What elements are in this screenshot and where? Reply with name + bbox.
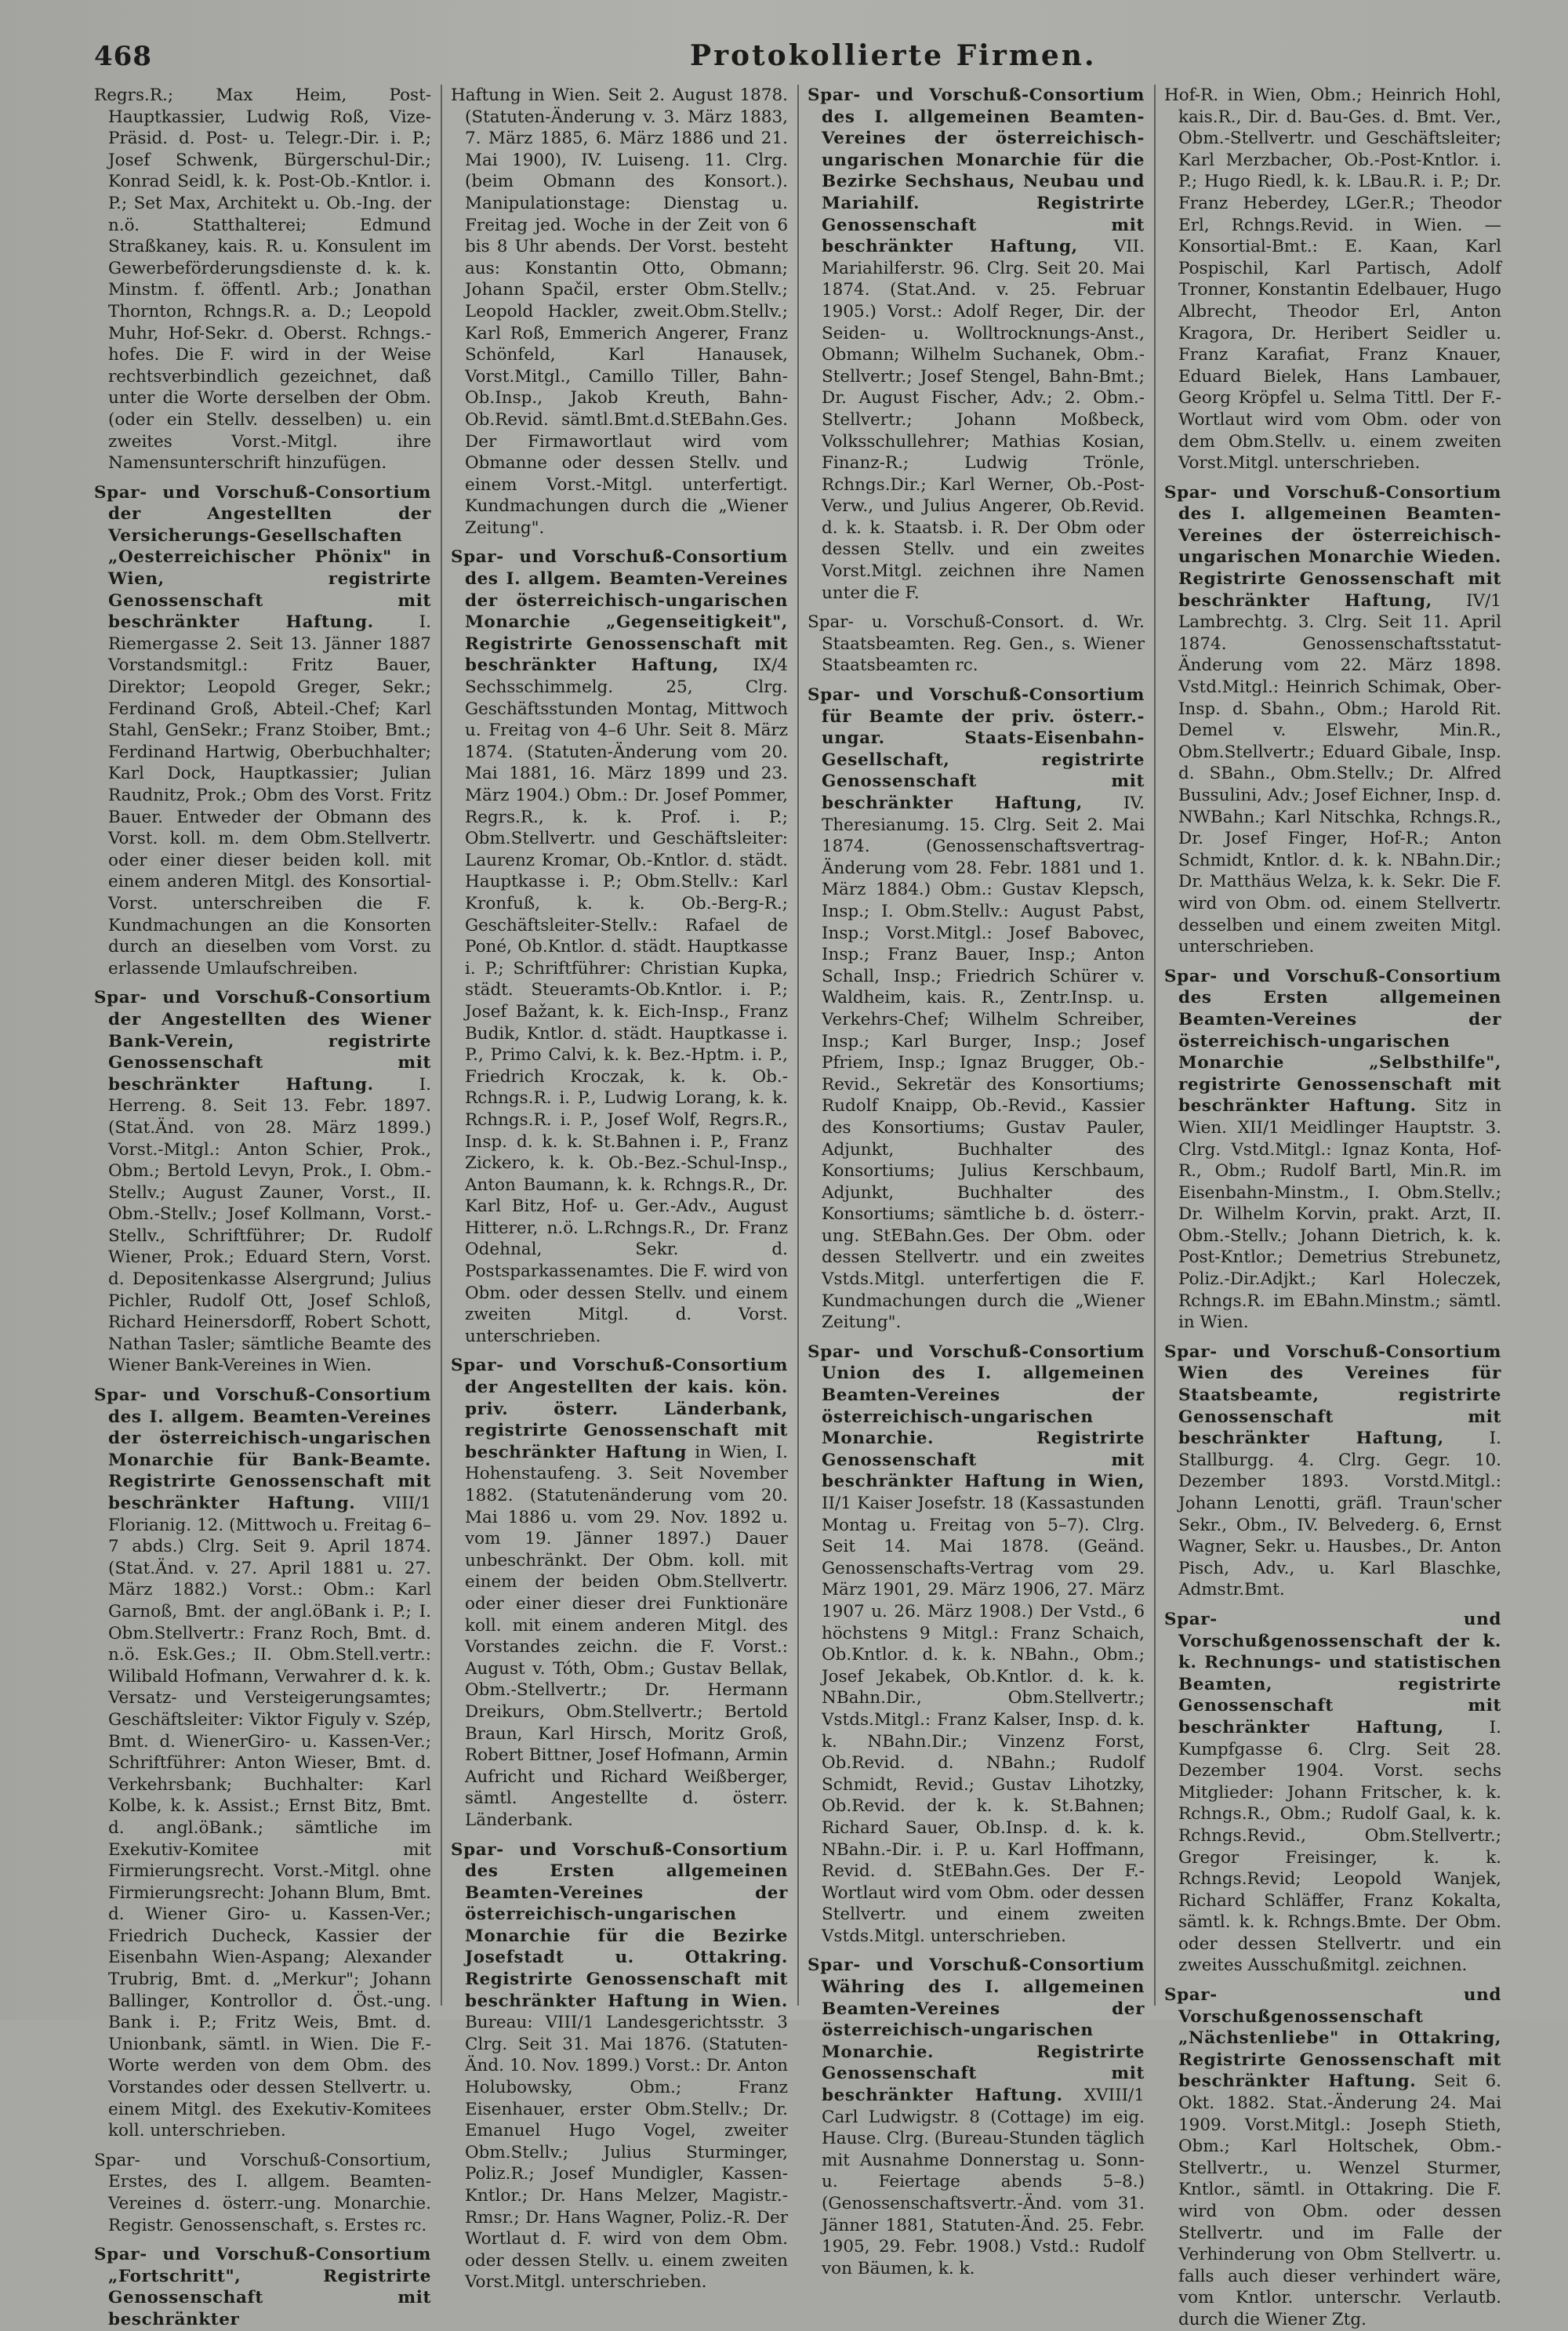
register-entry xyxy=(808,684,1145,1334)
entry-heading: Spar- und Vorschuß-Consortium des Ersten allgemeinen Beamten-Vereines der österreichisch-ungarischen Monarchie für die Bezirke Josefstadt u. Ottakring. Registrirte Genossenschaft mit beschränkter Haftung in Wien. xyxy=(451,1839,788,2011)
column-rule xyxy=(1154,85,1156,2006)
column-4 xyxy=(1164,85,1501,2329)
entry-text: Spar- und Vorschuß-Consortium, Erstes, des I. allgem. Beamten-Vereines d. österr.-ung. Monarchie. Registr. Genossenschaft, s. Erstes rc. xyxy=(94,2150,431,2235)
column-rule xyxy=(441,85,442,2006)
column-rule xyxy=(797,85,799,2006)
register-entry xyxy=(94,85,431,474)
register-entry xyxy=(94,2150,431,2236)
entry-heading: Spar- und Vorschuß-Consortium für Beamte der priv. österr.-ungar. Staats-Eisenbahn-Gesellschaft, registrirte Genossenschaft mit beschränkter Haftung, xyxy=(808,685,1145,813)
entry-heading: Spar- und Vorschußgenossenschaft der k. k. Rechnungs- und statistischen Beamten, registrirte Genossenschaft mit beschränkter Haftung, xyxy=(1164,1609,1501,1737)
entry-text: XVIII/1 Carl Ludwigstr. 8 (Cottage) im eig. Hause. Clrg. (Bureau-Stunden täglich mit Ausnahme Donnerstag u. Sonn- u. Feiertage abends 5–8.) (Genossenschaftsvertr.-Änd. vom 31. Jänner 1881, Statuten-Änd. 25. Febr. 1905, 29. Febr. 1908.) Vstd.: Rudolf von Bäumen, k. k. xyxy=(822,2086,1145,2278)
entry-text: Spar- u. Vorschuß-Consort. d. Wr. Staatsbeamten. Reg. Gen., s. Wiener Staatsbeamten rc. xyxy=(808,612,1145,676)
column-1 xyxy=(94,85,431,2329)
entry-text: VIII/1 Florianig. 12. (Mittwoch u. Freitag 6–7 abds.) Clrg. Seit 9. April 1874. (Stat.Änd. v. 27. April 1881 u. 27. März 1882.) Vorst.: Obm.: Karl Garnoß, Bmt. der angl.öBank i. P.; I. Obm.Stellvertr.: Franz Roch, Bmt. d. n.ö. Esk.Ges.; II. Obm.Stell.vertr.: Wilibald Hofmann, Verwahrer d. k. k. Versatz- und Versteigerungsamtes; Geschäftsleiter: Viktor Figuly v. Szép, Bmt. d. WienerGiro- u. Kassen-Ver.; Schriftführer: Anton Wieser, Bmt. d. Verkehrsbank; Buchhalter: Karl Kolbe, k. k. Assist.; Ernst Bitz, Bmt. d. angl.öBank.; sämtliche im Exekutiv-Komitee mit Firmierungsrecht. Vorst.-Mitgl. ohne Firmierungsrecht: Johann Blum, Bmt. d. Wiener Giro- u. Kassen-Ver.; Friedrich Ducheck, Kassier der Eisenbahn Wien-Aspang; Alexander Trubrig, Bmt. d. „Merkur"; Johann Ballinger, Kontrollor d. Öst.-ung. Bank i. P.; Fritz Weis, Bmt. d. Unionbank, sämtl. in Wien. Die F.-Worte werden von dem Obm. des Vorstandes oder dessen Stellvertr. u. einem Mitgl. des Exekutiv-Komitees koll. unterschrieben. xyxy=(108,1494,431,2141)
page-number: 468 xyxy=(94,41,152,72)
register-entry xyxy=(1164,85,1501,474)
register-entry xyxy=(451,1839,788,2293)
text-columns xyxy=(94,85,1529,2329)
entry-text: Bureau: VIII/1 Landesgerichtsstr. 3 Clrg. Seit 31. Mai 1876. (Statuten-Änd. 10. Nov. 1899.) Vorst.: Dr. Anton Holubowsky, Obm.; Franz Eisenhauer, erster Obm.Stellv.; Dr. Emanuel Hugo Vogel, zweiter Obm.Stellv.; Julius Sturminger, Poliz.R.; Josef Mundigler, Kassen-Kntlor.; Dr. Hans Melzer, Magistr.-Rmsr.; Dr. Hans Wagner, Poliz.-R. Der Wortlaut d. F. wird von dem Obm. oder dessen Stellv. u. einem zweiten Vorst.Mitgl. unterschrieben. xyxy=(465,2013,788,2293)
entry-text: IV/1 Lambrechtg. 3. Clrg. Seit 11. April 1874. Genossenschaftsstatut-Änderung vom 22. März 1898. Vstd.Mitgl.: Heinrich Schimak, Ober-Insp. d. Sbahn., Obm.; Harold Rit. Demel v. Elswehr, Min.R., Obm.Stellvertr.; Eduard Gibale, Insp. d. SBahn., Obm.Stellv.; Dr. Alfred Bussulini, Adv.; Josef Eichner, Insp. d. NWBahn.; Karl Nitschka, Rchngs.R., Dr. Josef Finger, Hof-R.; Anton Schmidt, Kntlor. d. k. k. NBahn.Dir.; Dr. Matthäus Welza, k. k. Sekr. Die F. wird von Obm. od. einem Stellvertr. desselben und einem zweiten Mitgl. unterschrieben. xyxy=(1178,590,1501,957)
entry-heading: Spar- und Vorschuß-Consortium des Ersten allgemeinen Beamten-Vereines der österreichisch-ungarischen Monarchie „Selbsthilfe", registrirte Genossenschaft mit beschränkter Haftung. xyxy=(1164,966,1501,1116)
register-entry xyxy=(1164,1609,1501,1977)
register-entry xyxy=(808,612,1145,677)
register-entry xyxy=(94,482,431,980)
entry-heading: Spar- und Vorschuß-Consortium des I. allgemeinen Beamten-Vereines der österreichisch-ungarischen Monarchie Wieden. Registrirte Genossenschaft mit beschränkter Haftung, xyxy=(1164,482,1501,611)
register-entry xyxy=(808,1955,1145,2279)
column-3 xyxy=(808,85,1145,2278)
entry-heading: Spar- und Vorschuß-Consortium Währing des I. allgemeinen Beamten-Vereines der österreichisch-ungarischen Monarchie. Registrirte Genossenschaft mit beschränkter Haftung. xyxy=(808,1955,1145,2106)
entry-text: I. Riemergasse 2. Seit 13. Jänner 1887 Vorstandsmitgl.: Fritz Bauer, Direktor; Leopold Greger, Sekr.; Ferdinand Groß, Abteil.-Chef; Karl Stahl, GenSekr.; Franz Stoiber, Bmt.; Ferdinand Hartwig, Oberbuchhalter; Karl Dock, Hauptkassier; Julian Raudnitz, Prok.; Obm des Vorst. Fritz Bauer. Entweder der Obmann des Vorst. koll. m. dem Obm.Stellvertr. oder einer dieser beiden koll. mit einem anderen Mitgl. des Konsortial-Vorst. unterschreiben die F. Kundmachungen an die Konsorten durch an dieselben vom Vorst. zu erlassende Umlaufschreiben. xyxy=(108,612,431,979)
entry-text: I. Herreng. 8. Seit 13. Febr. 1897. (Stat.Änd. von 28. März 1899.) Vorst.-Mitgl.: Anton Schier, Prok., Obm.; Bertold Levyn, Prok., I. Obm.-Stellv.; August Zauner, Vorst., II. Obm.-Stellv.; Josef Kollmann, Vorst.-Stellv., Schriftführer; Dr. Rudolf Wiener, Prok.; Eduard Stern, Vorst. d. Depositenkasse Alsergrund; Julius Pichler, Rudolf Ott, Josef Schloß, Richard Heinersdorff, Robert Schott, Nathan Tasler; sämtliche Beamte des Wiener Bank-Vereines in Wien. xyxy=(108,1074,431,1376)
entry-heading: Spar- und Vorschuß-Consortium „Fortschritt", Registrirte Genossenschaft mit beschränkter xyxy=(94,2245,431,2329)
page-header xyxy=(94,31,1505,78)
entry-heading: Spar- und Vorschuß-Consortium des I. allgem. Beamten-Vereines der österreichisch-ungarischen Monarchie „Gegenseitigkeit", Registrirte Genossenschaft mit beschränkter Haftung, xyxy=(451,547,788,676)
entry-text: I. Stallburgg. 4. Clrg. Gegr. 10. Dezember 1893. Vorstd.Mitgl.: Johann Lenotti, gräfl. Traun'scher Sekr., Obm., IV. Belvederg. 6, Ernst Wagner, Sekr. u. Hausbes., Dr. Anton Pisch, Adv., u. Karl Blaschke, Admstr.Bmt. xyxy=(1178,1429,1501,1600)
register-entry xyxy=(94,1385,431,2142)
entry-text: Seit 6. Okt. 1882. Stat.-Änderung 24. Mai 1909. Vorst.Mitgl.: Joseph Stieth, Obm.; Karl Holtschek, Obm.-Stellvertr., u. Wenzel Sturmer, Kntlor., sämtl. in Ottakring. Die F. wird von Obm. oder dessen Stellvertr. und im Falle der Verhinderung von Obm Stellvertr. u. falls auch dieser verhindert wäre, vom Kntlor. unterschr. Verlautb. durch die Wiener Ztg. xyxy=(1178,2071,1501,2329)
entry-text: II/1 Kaiser Josefstr. 18 (Kassastunden Montag u. Freitag von 5–7). Clrg. Seit 14. Mai 1878. (Geänd. Genossenschafts-Vertrag vom 29. März 1901, 29. März 1906, 27. März 1907 u. 26. März 1908.) Der Vstd., 6 höchstens 9 Mitgl.: Franz Schaich, Ob.Kntlor. d. k. k. NBahn., Obm.; Josef Jekabek, Ob.Kntlor. d. k. k. NBahn.Dir., Obm.Stellvertr.; Vstds.Mitgl.: Franz Kalser, Insp. d. k. k. NBahn.Dir.; Vinzenz Forst, Ob.Revid. d. NBahn.; Rudolf Schmidt, Revid.; Gustav Lihotzky, Ob.Revid. der k. k. St.Bahnen; Richard Sauer, Ob.Insp. d. k. k. NBahn.-Dir. i. P. u. Karl Hoffmann, Revid. d. StEBahn.Ges. Der F.-Wortlaut wird vom Obm. oder dessen Stellvertr. und einem zweiten Vstds.Mitgl. unterschrieben. xyxy=(822,1494,1145,1946)
register-entry xyxy=(94,987,431,1377)
entry-text: Regrs.R.; Max Heim, Post-Hauptkassier, Ludwig Roß, Vize-Präsid. d. Post- u. Telegr.-Dir. i. P.; Josef Schwenk, Bürgerschul-Dir.; Konrad Seidl, k. k. Post-Ob.-Kntlor. i. P.; Set Max, Architekt u. Ob.-Ing. der n.ö. Statthalterei; Edmund Straßkaney, kais. R. u. Konsulent im Gewerbeförderungsdienste d. k. k. Minstm. f. öffentl. Arb.; Jonathan Thornton, Rchngs.R. a. D.; Leopold Muhr, Hof-Sekr. d. Oberst. Rchngs.-hofes. Die F. wird in der Weise rechtsverbindlich gezeichnet, daß unter die Worte derselben der Obm. (oder ein Stellv. desselben) u. ein zweites Vorst.-Mitgl. ihre Namensunterschrift hinzufügen. xyxy=(94,85,431,474)
entry-text: I. Kumpfgasse 6. Clrg. Seit 28. Dezember 1904. Vorst. sechs Mitglieder: Johann Fritscher, k. k. Rchngs.R., Obm.; Rudolf Gaal, k. k. Rchngs.Revid., Obm.Stellvertr.; Gregor Freisinger, k. k. Rchngs.Revid; Leopold Wanjek, Richard Schläffer, Franz Kokalta, sämtl. k. k. Rchngs.Bmte. Der Obm. oder dessen Stellvertr. und ein zweites Ausschußmitgl. zeichnen. xyxy=(1178,1717,1501,1976)
entry-heading: Spar- und Vorschuß-Consortium der Angestellten der kais. kön. priv. österr. Länderbank, registrirte Genossenschaft mit beschränkter Haftung xyxy=(451,1356,788,1462)
register-entry xyxy=(1164,1342,1501,1601)
running-head: Protokollierte Firmen. xyxy=(690,39,1097,72)
entry-heading: Spar- und Vorschußgenossenschaft „Nächstenliebe" in Ottakring, Registrirte Genossenschaft mit beschränkter Haftung. xyxy=(1164,1985,1501,2092)
entry-heading: Spar- und Vorschuß-Consortium Wien des Vereines für Staatsbeamte, registrirte Genossenschaft mit beschränkter Haftung, xyxy=(1164,1342,1501,1449)
entry-text: IV. Theresianumg. 15. Clrg. Seit 2. Mai 1874. (Genossenschaftsvertrag-Änderung vom 28. Febr. 1881 und 1. März 1884.) Obm.: Gustav Klepsch, Insp.; I. Obm.Stellv.: August Pabst, Insp.; Vorst.Mitgl.: Josef Babovec, Insp.; Franz Bauer, Insp.; Anton Schall, Insp.; Friedrich Schürer v. Waldheim, kais. R., Zentr.Insp. u. Verkehrs-Chef; Wilhelm Schreiber, Insp.; Karl Burger, Insp.; Josef Pfriem, Insp.; Ignaz Brugger, Ob.-Revid., Sekretär des Konsortiums; Rudolf Knaipp, Ob.-Revid., Kassier des Konsortiums; Gustav Pauler, Adjunkt, Buchhalter des Konsortiums; Julius Kerschbaum, Adjunkt, Buchhalter des Konsortiums; sämtliche b. d. österr.-ung. StEBahn.Ges. Der Obm. oder dessen Stellvertr. und ein zweites Vstds.Mitgl. unterfertigen die F. Kundmachungen durch die „Wiener Zeitung". xyxy=(822,793,1145,1333)
column-2 xyxy=(451,85,788,2293)
register-entry xyxy=(451,85,788,539)
entry-heading: Spar- und Vorschuß-Consortium des I. allgemeinen Beamten-Vereines der österreichisch-ungarischen Monarchie für die Bezirke Sechshaus, Neubau und Mariahilf. Registrirte Genossenschaft mit beschränkter Haftung, xyxy=(808,85,1145,257)
register-entry xyxy=(1164,482,1501,958)
register-entry xyxy=(808,85,1145,604)
entry-text: Sitz in Wien. XII/1 Meidlinger Hauptstr. 3. Clrg. Vstd.Mitgl.: Ignaz Konta, Hof-R., Obm.; Rudolf Bartl, Min.R. im Eisenbahn-Minstm., I. Obm.Stellv.; Dr. Wilhelm Korvin, prakt. Arzt, II. Obm.-Stellv.; Johann Dietrich, k. k. Post-Kntlor.; Demetrius Strebunetz, Poliz.-Dir.Adjkt.; Karl Holeczek, Rchngs.R. im EBahn.Minstm.; sämtl. in Wien. xyxy=(1178,1096,1501,1333)
register-entry xyxy=(1164,1984,1501,2331)
entry-text: Hof-R. in Wien, Obm.; Heinrich Hohl, kais.R., Dir. d. Bau-Ges. d. Bmt. Ver., Obm.-Stellvertr. und Geschäftsleiter; Karl Merzbacher, Ob.-Post-Kntlor. i. P.; Hugo Riedl, k. k. LBau.R. i. P.; Dr. Franz Heberdey, LGer.R.; Theodor Erl, Rchngs.Revid. in Wien. — Konsortial-Bmt.: E. Kaan, Karl Pospischil, Karl Partisch, Adolf Tronner, Konstantin Edelbauer, Hugo Albrecht, Theodor Erl, Anton Kragora, Dr. Heribert Seidler u. Franz Karafiat, Franz Knauer, Eduard Bielek, Hans Lambauer, Georg Kröpfel u. Selma Tittl. Der F.-Wortlaut wird vom Obm. oder von dem Obm.Stellv. u. einem zweiten Vorst.Mitgl. unterschrieben. xyxy=(1164,85,1501,474)
entry-heading: Spar- und Vorschuß-Consortium der Angestellten des Wiener Bank-Verein, registrirte Genossenschaft mit beschränkter Haftung. xyxy=(94,988,431,1095)
register-entry xyxy=(808,1342,1145,1948)
entry-text: VII. Mariahilferstr. 96. Clrg. Seit 20. Mai 1874. (Stat.And. v. 25. Februar 1905.) Vorst.: Adolf Reger, Dir. der Seiden- u. Wolltrocknungs-Anst., Obmann; Wilhelm Suchanek, Obm.-Stellvertr.; Josef Stengel, Bahn-Bmt.; Dr. August Fischer, Adv.; 2. Obm.-Stellvertr.; Johann Moßbeck, Volksschullehrer; Mathias Kosian, Finanz-R.; Ludwig Trönle, Rchngs.Dir.; Karl Werner, Ob.-Post-Verw., und Julius Angerer, Ob.Revid. d. k. k. Staatsb. i. R. Der Obm oder dessen Stellv. und ein zweites Vorst.Mitgl. zeichnen ihre Namen unter die F. xyxy=(822,237,1145,603)
entry-text: in Wien, I. Hohenstaufeng. 3. Seit November 1882. (Statutenänderung vom 20. Mai 1886 u. vom 29. Nov. 1892 u. vom 19. Jänner 1897.) Dauer unbeschränkt. Der Obm. koll. mit einem der beiden Obm.Stellvertr. oder einer dieser drei Funktionäre koll. mit einem anderen Mitgl. des Vorstandes zeichn. die F. Vorst.: August v. Tóth, Obm.; Gustav Bellak, Obm.-Stellvertr.; Dr. Hermann Dreikurs, Obm.Stellvertr.; Bertold Braun, Karl Hirsch, Moritz Groß, Robert Bittner, Josef Hofmann, Armin Aufricht und Richard Weißberger, sämtl. Angestellte d. österr. Länderbank. xyxy=(465,1442,788,1830)
register-entry xyxy=(451,1355,788,1831)
entry-heading: Spar- und Vorschuß-Consortium der Angestellten der Versicherungs-Gesellschaften „Oesterreichischer Phönix" in Wien, registrirte Genossenschaft mit beschränkter Haftung. xyxy=(94,482,431,633)
register-entry xyxy=(1164,966,1501,1334)
register-entry xyxy=(451,546,788,1347)
entry-heading: Spar- und Vorschuß-Consortium des I. allgem. Beamten-Vereines der österreichisch-ungarischen Monarchie für Bank-Beamte. Registrirte Genossenschaft mit beschränkter Haftung. xyxy=(94,1385,431,1513)
register-entry xyxy=(94,2244,431,2330)
entry-text: Haftung in Wien. Seit 2. August 1878. (Statuten-Änderung v. 3. März 1883, 7. März 1885, 6. März 1886 und 21. Mai 1900), IV. Luiseng. 11. Clrg. (beim Obmann des Konsort.). Manipulationstage: Dienstag u. Freitag jed. Woche in der Zeit von 6 bis 8 Uhr abends. Der Vorst. besteht aus: Konstantin Otto, Obmann; Johann Spačil, erster Obm.Stellv.; Leopold Hackler, zweit.Obm.Stellv.; Karl Roß, Emmerich Angerer, Franz Schönfeld, Karl Hanausek, Vorst.Mitgl., Camillo Tiller, Bahn-Ob.Insp., Jakob Kreuth, Bahn-Ob.Revid. sämtl.Bmt.d.StEBahn.Ges. Der Firmawortlaut wird vom Obmanne oder dessen Stellv. und einem Vorst.-Mitgl. unterfertigt. Kundmachungen durch die „Wiener Zeitung". xyxy=(451,85,788,538)
entry-heading: Spar- und Vorschuß-Consortium Union des I. allgemeinen Beamten-Vereines der österreichisch-ungarischen Monarchie. Registrirte Genossenschaft mit beschränkter Haftung in Wien, xyxy=(808,1342,1145,1492)
entry-text: IX/4 Sechsschimmelg. 25, Clrg. Geschäftsstunden Montag, Mittwoch u. Freitag von 4–6 Uhr. Seit 8. März 1874. (Statuten-Änderung vom 20. Mai 1881, 16. März 1899 und 23. März 1904.) Obm.: Dr. Josef Pommer, Regrs.R., k. k. Prof. i. P.; Obm.Stellvertr. und Geschäftsleiter: Laurenz Kromar, Ob.-Kntlor. d. städt. Hauptkasse i. P.; Obm.Stellv.: Karl Kronfuß, k. k. Ob.-Berg-R.; Geschäftsleiter-Stellv.: Rafael de Poné, Ob.Kntlor. d. städt. Hauptkasse i. P.; Schriftführer: Christian Kupka, städt. Steueramts-Ob.Kntlor. i. P.; Josef Bažant, k. k. Eich-Insp., Franz Budik, Kntlor. d. städt. Hauptkasse i. P., Primo Calvi, k. k. Bez.-Hptm. i. P., Friedrich Kroczak, k. k. Ob.-Rchngs.R. i. P., Ludwig Lorang, k. k. Rchngs.R. i. P., Josef Wolf, Regrs.R., Insp. d. k. k. St.Bahnen i. P., Franz Zickero, k. k. Ob.-Bez.-Schul-Insp., Anton Baumann, k. k. Rchngs.R., Dr. Karl Bitz, Hof- u. Ger.-Adv., August Hitterer, n.ö. L.Rchngs.R., Dr. Franz Odehnal, Sekr. d. Postsparkassenamtes. Die F. wird von Obm. oder dessen Stellv. und einem zweiten Mitgl. d. Vorst. unterschrieben. xyxy=(465,655,788,1346)
